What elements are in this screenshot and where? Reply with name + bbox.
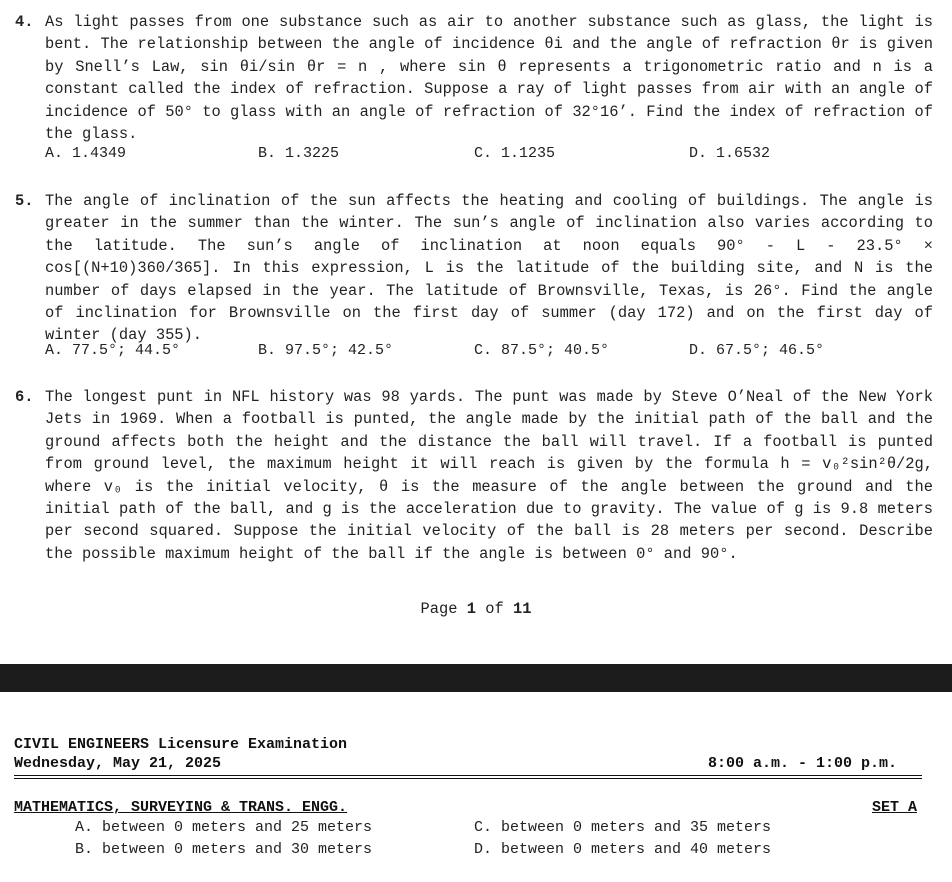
page-of: of [485,600,504,618]
question-text: As light passes from one substance such as air to another substance such as glass, the light is bent. The relationship between the angle of incidence θi and the angle of refraction θr is given by Snell’s Law, sin θi/sin θr = n , where sin θ represents a trigonometric ratio and n is a constant called the index of refraction. Suppose a ray of light passes from air with an angle of incidence of 50° to glass with an angle of refraction of 32°16’. Find the index of refraction of the glass. [45,13,933,144]
choice-b: B. between 0 meters and 30 meters [75,841,373,858]
exam-date: Wednesday, May 21, 2025 [14,755,222,772]
set-label: SET A [872,799,918,816]
choice-d: D. between 0 meters and 40 meters [474,841,772,858]
choice-b: B. 97.5°; 42.5° [258,342,394,359]
subject-title: MATHEMATICS, SURVEYING & TRANS. ENGG. [14,799,348,816]
page-indicator [0,600,952,618]
question-4 [15,11,933,145]
question-number: 6. [15,388,34,406]
choice-d: D. 67.5°; 46.5° [689,342,825,359]
exam-title: CIVIL ENGINEERS Licensure Examination [14,736,348,753]
question-number: 4. [15,13,34,31]
question-text: The angle of inclination of the sun affects the heating and cooling of buildings. The angle is greater in the summer than the winter. The sun’s angle of inclination also varies according to the latitude. The sun’s angle of inclination at noon equals 90° - L - 23.5° × cos[(N+10)360/365]. In this expression, L is the latitude of the building site, and N is the number of days elapsed in the year. The latitude of Brownsville, Texas, is 26°. Find the angle of inclination for Brownsville on the first day of summer (day 172) and on the first day of winter (day 355). [45,192,933,345]
page-break-bar [0,664,952,692]
question-text: The longest punt in NFL history was 98 yards. The punt was made by Steve O’Neal of the New York Jets in 1969. When a football is punted, the angle made by the initial path of the ball and the ground affects both the height and the distance the ball will travel. If a football is punted from ground level, the maximum height it will reach is given by the formula h = v₀²sin²θ/2g, where v₀ is the initial velocity, θ is the measure of the angle between the ground and the initial path of the ball, and g is the acceleration due to gravity. The value of g is 9.8 meters per second squared. Suppose the initial velocity of the ball is 28 meters per second. Describe the possible maximum height of the ball if the angle is between 0° and 90°. [45,388,933,563]
page-total: 11 [512,600,532,618]
question-5 [15,190,933,347]
choice-c: C. 1.1235 [474,145,556,162]
page-current: 1 [466,600,476,618]
choice-a: A. 77.5°; 44.5° [45,342,181,359]
choice-a: A. 1.4349 [45,145,127,162]
choice-a: A. between 0 meters and 25 meters [75,819,373,836]
choice-b: B. 1.3225 [258,145,340,162]
question-number: 5. [15,192,34,210]
header-rule-bottom [14,778,922,779]
choice-c: C. 87.5°; 40.5° [474,342,610,359]
page-label: Page [420,600,458,618]
header-rule-top [14,775,922,776]
choice-c: C. between 0 meters and 35 meters [474,819,772,836]
question-6 [15,386,933,565]
choice-d: D. 1.6532 [689,145,771,162]
exam-time: 8:00 a.m. - 1:00 p.m. [708,755,898,772]
